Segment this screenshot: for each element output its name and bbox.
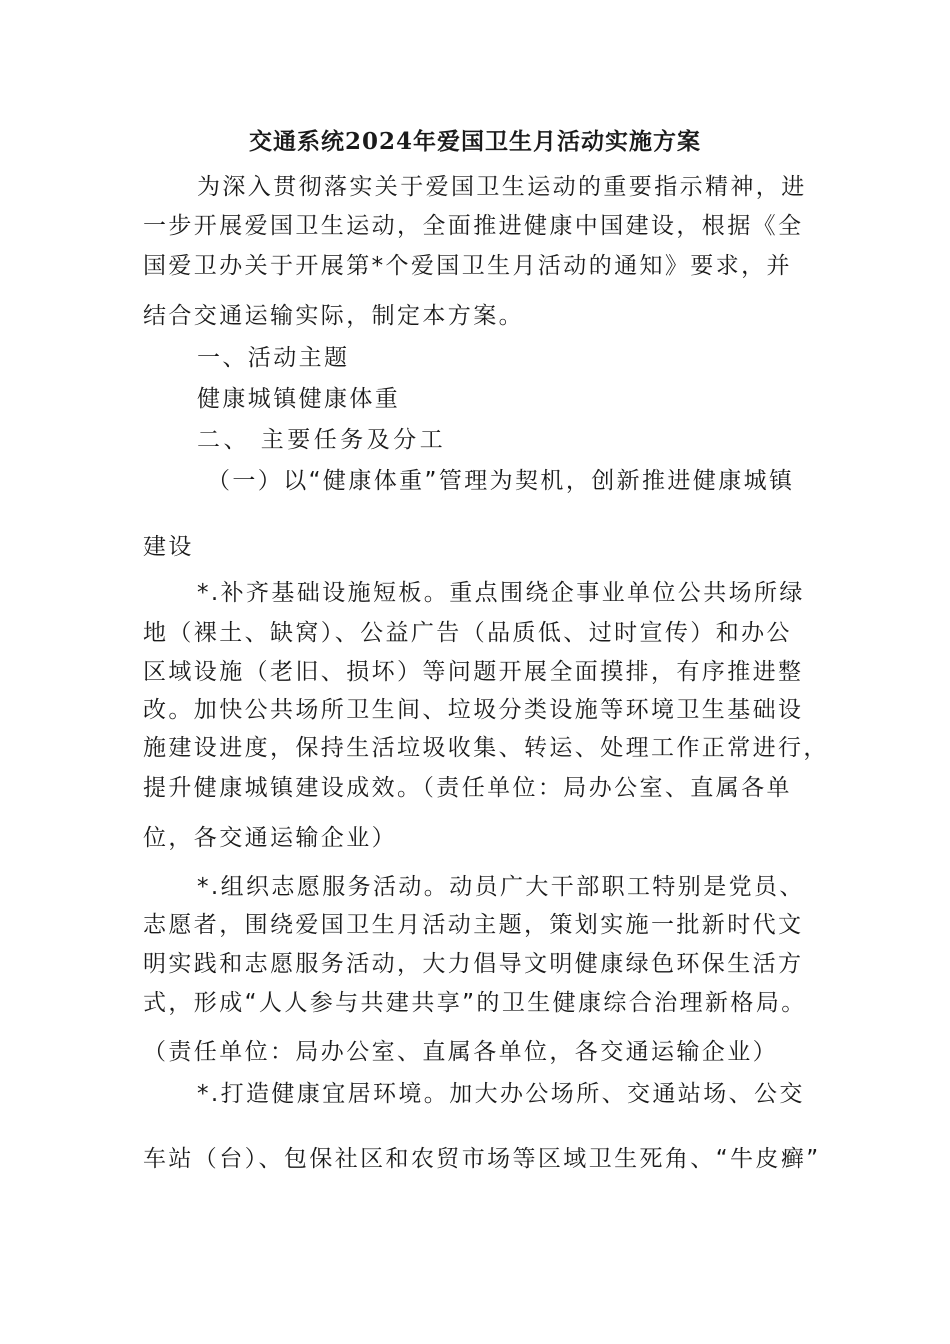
paragraph-line: 车站（台）、包保社区和农贸市场等区域卫生死角、“牛皮癣” xyxy=(143,1146,821,1172)
paragraph-line: 国爱卫办关于开展第*个爱国卫生月活动的通知》要求，并 xyxy=(143,253,792,279)
paragraph-line: 为深入贯彻落实关于爱国卫生运动的重要指示精神，进 xyxy=(197,174,807,200)
paragraph-line: 位，各交通运输企业） xyxy=(143,825,397,851)
document-title: 交通系统2024年爱国卫生月活动实施方案 xyxy=(248,128,701,155)
paragraph-line: *.打造健康宜居环境。加大办公场所、交通站场、公交 xyxy=(197,1081,805,1107)
paragraph-line: 提升健康城镇建设成效。（责任单位：局办公室、直属各单 xyxy=(143,775,792,801)
paragraph-line: *.组织志愿服务活动。动员广大干部职工特别是党员、 xyxy=(197,874,805,900)
subsection-heading: （一）以“健康体重”管理为契机，创新推进健康城镇 xyxy=(207,468,795,494)
paragraph-line: 改。加快公共场所卫生间、垃圾分类设施等环境卫生基础设 xyxy=(143,697,804,723)
paragraph-line: 志愿者，围绕爱国卫生月活动主题，策划实施一批新时代文 xyxy=(143,912,804,938)
paragraph-line: 施建设进度，保持生活垃圾收集、转运、处理工作正常进行， xyxy=(143,735,829,761)
section-heading: 二、 主要任务及分工 xyxy=(197,427,447,453)
paragraph-line: 结合交通运输实际，制定本方案。 xyxy=(143,303,524,329)
section-heading: 一、活动主题 xyxy=(197,345,350,371)
paragraph-line: 明实践和志愿服务活动，大力倡导文明健康绿色环保生活方 xyxy=(143,951,804,977)
paragraph-line: 一步开展爱国卫生运动，全面推进健康中国建设，根据《全 xyxy=(143,213,804,239)
paragraph-line: 式，形成“人人参与共建共享”的卫生健康综合治理新格局。 xyxy=(143,990,807,1016)
paragraph-line: *.补齐基础设施短板。重点围绕企事业单位公共场所绿 xyxy=(197,580,805,606)
paragraph-line: 健康城镇健康体重 xyxy=(197,386,401,412)
paragraph-line: 地（裸土、缺窝）、公益广告（品质低、过时宣传）和办公 xyxy=(143,620,792,646)
paragraph-line: 区域设施（老旧、损坏）等问题开展全面摸排，有序推进整 xyxy=(143,659,804,685)
paragraph-line: （责任单位：局办公室、直属各单位，各交通运输企业） xyxy=(143,1039,778,1065)
subsection-heading: 建设 xyxy=(143,534,194,560)
